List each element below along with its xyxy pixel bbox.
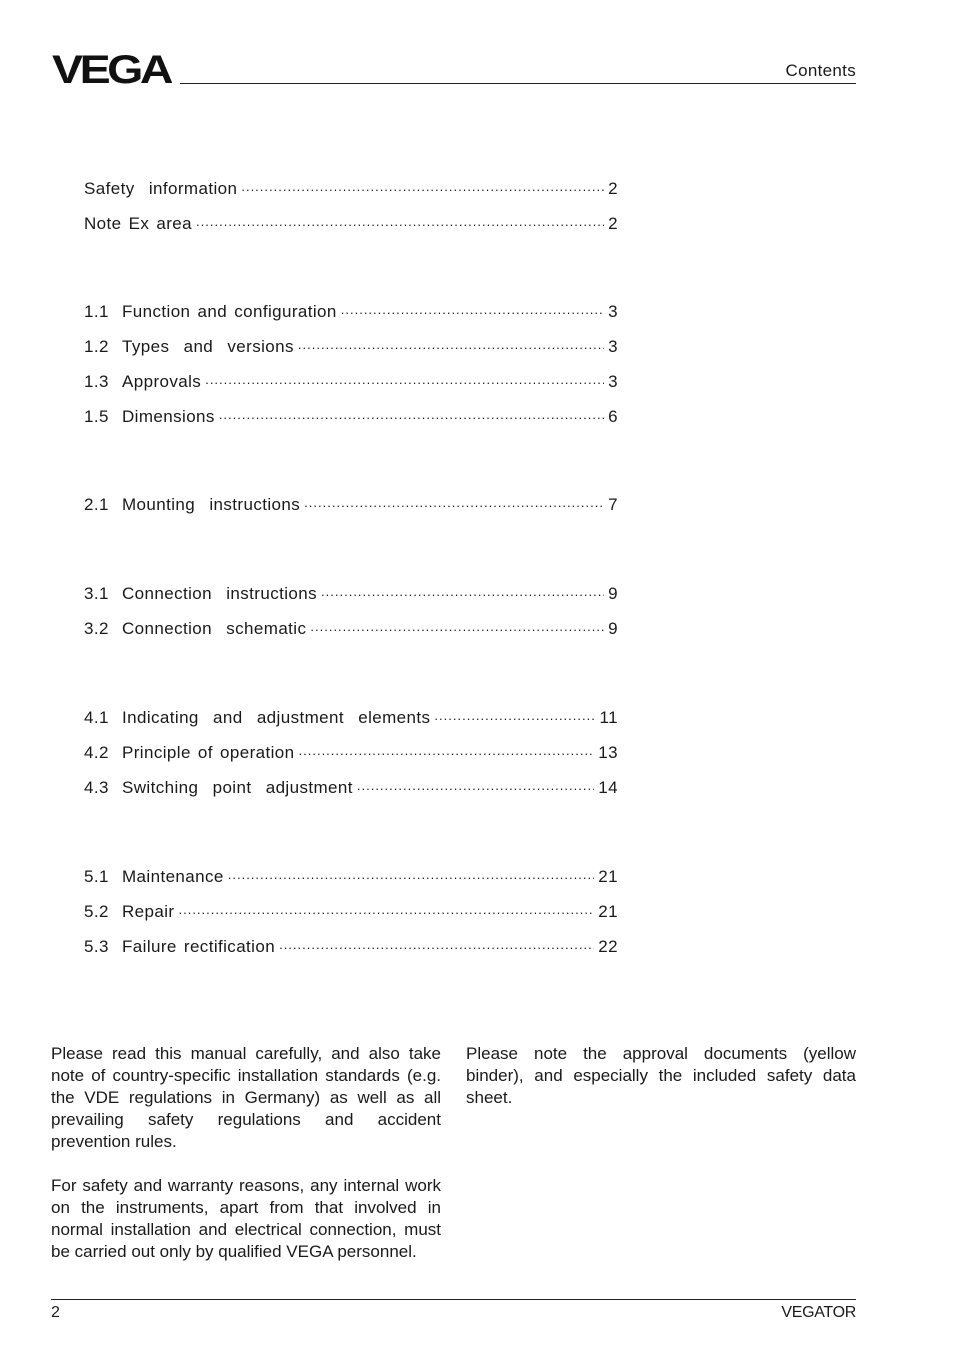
safety-text-right bbox=[466, 1043, 856, 1131]
safety-paragraph: For safety and warranty reasons, any internal work on the instruments, apart from that involved in normal installation and electrical connection, must be carried out only by qualified VEGA personnel. bbox=[51, 1176, 441, 1261]
toc-entry-page: 13 bbox=[598, 743, 618, 762]
toc-entry[interactable] bbox=[84, 616, 618, 640]
toc-entry-number: 2.1 bbox=[84, 495, 109, 514]
toc-entry-title: Approvals bbox=[122, 372, 202, 391]
safety-paragraph: Please read this manual carefully, and also take note of country-specific installation standards (e.g. the VDE regulations in Germany) as well as all prevailing safety regulations and accident prevention rules. bbox=[51, 1044, 441, 1151]
header-rule bbox=[180, 83, 856, 84]
toc-entry-page: 3 bbox=[608, 372, 618, 391]
toc-dot-leader bbox=[299, 740, 595, 758]
toc-entry-page: 21 bbox=[598, 867, 618, 886]
toc-entry-page: 3 bbox=[608, 337, 618, 356]
toc-dot-leader bbox=[357, 775, 594, 793]
toc-entry-number: 4.3 bbox=[84, 778, 109, 797]
toc-entry-number: 5.3 bbox=[84, 937, 109, 956]
toc-entry[interactable] bbox=[84, 492, 618, 516]
toc-dot-leader bbox=[321, 581, 604, 599]
footer-rule bbox=[51, 1299, 856, 1300]
toc-entry-title: Dimensions bbox=[122, 407, 215, 426]
toc-entry[interactable] bbox=[84, 934, 618, 958]
toc-entry-title: Indicating and adjustment elements bbox=[122, 708, 431, 727]
toc-entry-number: 1.2 bbox=[84, 337, 109, 356]
toc-entry-title: Repair bbox=[122, 902, 175, 921]
toc-dot-leader bbox=[279, 934, 594, 952]
toc-entry-page: 9 bbox=[608, 619, 618, 638]
toc-entry-number: 1.1 bbox=[84, 302, 109, 321]
toc-dot-leader bbox=[205, 369, 604, 387]
toc-entry-page: 6 bbox=[608, 407, 618, 426]
toc-dot-leader bbox=[178, 899, 594, 917]
toc-entry[interactable] bbox=[84, 404, 618, 428]
page-number: 2 bbox=[51, 1304, 60, 1321]
vega-logo-text: VEGA bbox=[52, 52, 172, 86]
toc-dot-leader bbox=[196, 211, 604, 229]
product-name: VEGATOR bbox=[781, 1304, 856, 1321]
toc-entry[interactable] bbox=[84, 740, 618, 764]
toc-dot-leader bbox=[241, 176, 604, 194]
toc-entry-title: Connection instructions bbox=[122, 584, 318, 603]
toc-dot-leader bbox=[310, 616, 604, 634]
toc-entry-number: 3.1 bbox=[84, 584, 109, 603]
toc-dot-leader bbox=[341, 299, 604, 317]
toc-entry-number: 1.3 bbox=[84, 372, 109, 391]
toc-entry-title: Principle of operation bbox=[122, 743, 295, 762]
toc-entry-page: 22 bbox=[598, 937, 618, 956]
toc-entry-page: 7 bbox=[608, 495, 618, 514]
toc-entry[interactable] bbox=[84, 705, 618, 729]
toc-entry-page: 3 bbox=[608, 302, 618, 321]
toc-entry-title: Maintenance bbox=[122, 867, 224, 886]
toc-entry[interactable] bbox=[84, 176, 618, 200]
toc-entry-page: 14 bbox=[598, 778, 618, 797]
toc-entry-title: Note Ex area bbox=[84, 214, 193, 233]
toc-entry-page: 2 bbox=[608, 214, 618, 233]
toc-entry-title: Failure rectification bbox=[122, 937, 276, 956]
toc-entry-page: 21 bbox=[598, 902, 618, 921]
toc-entry-title: Switching point adjustment bbox=[122, 778, 353, 797]
toc-entry-number: 3.2 bbox=[84, 619, 109, 638]
toc-entry-title: Function and configuration bbox=[122, 302, 337, 321]
toc-entry[interactable] bbox=[84, 775, 618, 799]
toc-entry-title: Types and versions bbox=[122, 337, 294, 356]
toc-entry-page: 9 bbox=[608, 584, 618, 603]
toc-entry[interactable] bbox=[84, 369, 618, 393]
toc-entry-page: 2 bbox=[608, 179, 618, 198]
toc-entry-title: Safety information bbox=[84, 179, 238, 198]
ex-area-paragraph: Please note the approval documents (yellow binder), and especially the included safety data sheet. bbox=[466, 1044, 856, 1107]
toc-entry[interactable] bbox=[84, 211, 618, 235]
toc-dot-leader bbox=[304, 492, 604, 510]
toc-dot-leader bbox=[434, 705, 595, 723]
toc-entry-number: 5.2 bbox=[84, 902, 109, 921]
toc-entry[interactable] bbox=[84, 864, 618, 888]
toc-entry[interactable] bbox=[84, 299, 618, 323]
safety-text-left bbox=[51, 1043, 441, 1285]
toc-dot-leader bbox=[298, 334, 604, 352]
toc-entry[interactable] bbox=[84, 581, 618, 605]
toc-entry[interactable] bbox=[84, 334, 618, 358]
toc-entry-number: 4.1 bbox=[84, 708, 109, 727]
toc-entry-number: 5.1 bbox=[84, 867, 109, 886]
toc-dot-leader bbox=[219, 404, 604, 422]
toc-dot-leader bbox=[228, 864, 595, 882]
vega-logo bbox=[52, 52, 172, 86]
toc-entry-number: 1.5 bbox=[84, 407, 109, 426]
toc-entry-number: 4.2 bbox=[84, 743, 109, 762]
toc-entry-title: Mounting instructions bbox=[122, 495, 301, 514]
toc-entry-page: 11 bbox=[599, 708, 618, 727]
section-title: Contents bbox=[785, 61, 856, 80]
toc-entry-title: Connection schematic bbox=[122, 619, 307, 638]
toc-entry[interactable] bbox=[84, 899, 618, 923]
